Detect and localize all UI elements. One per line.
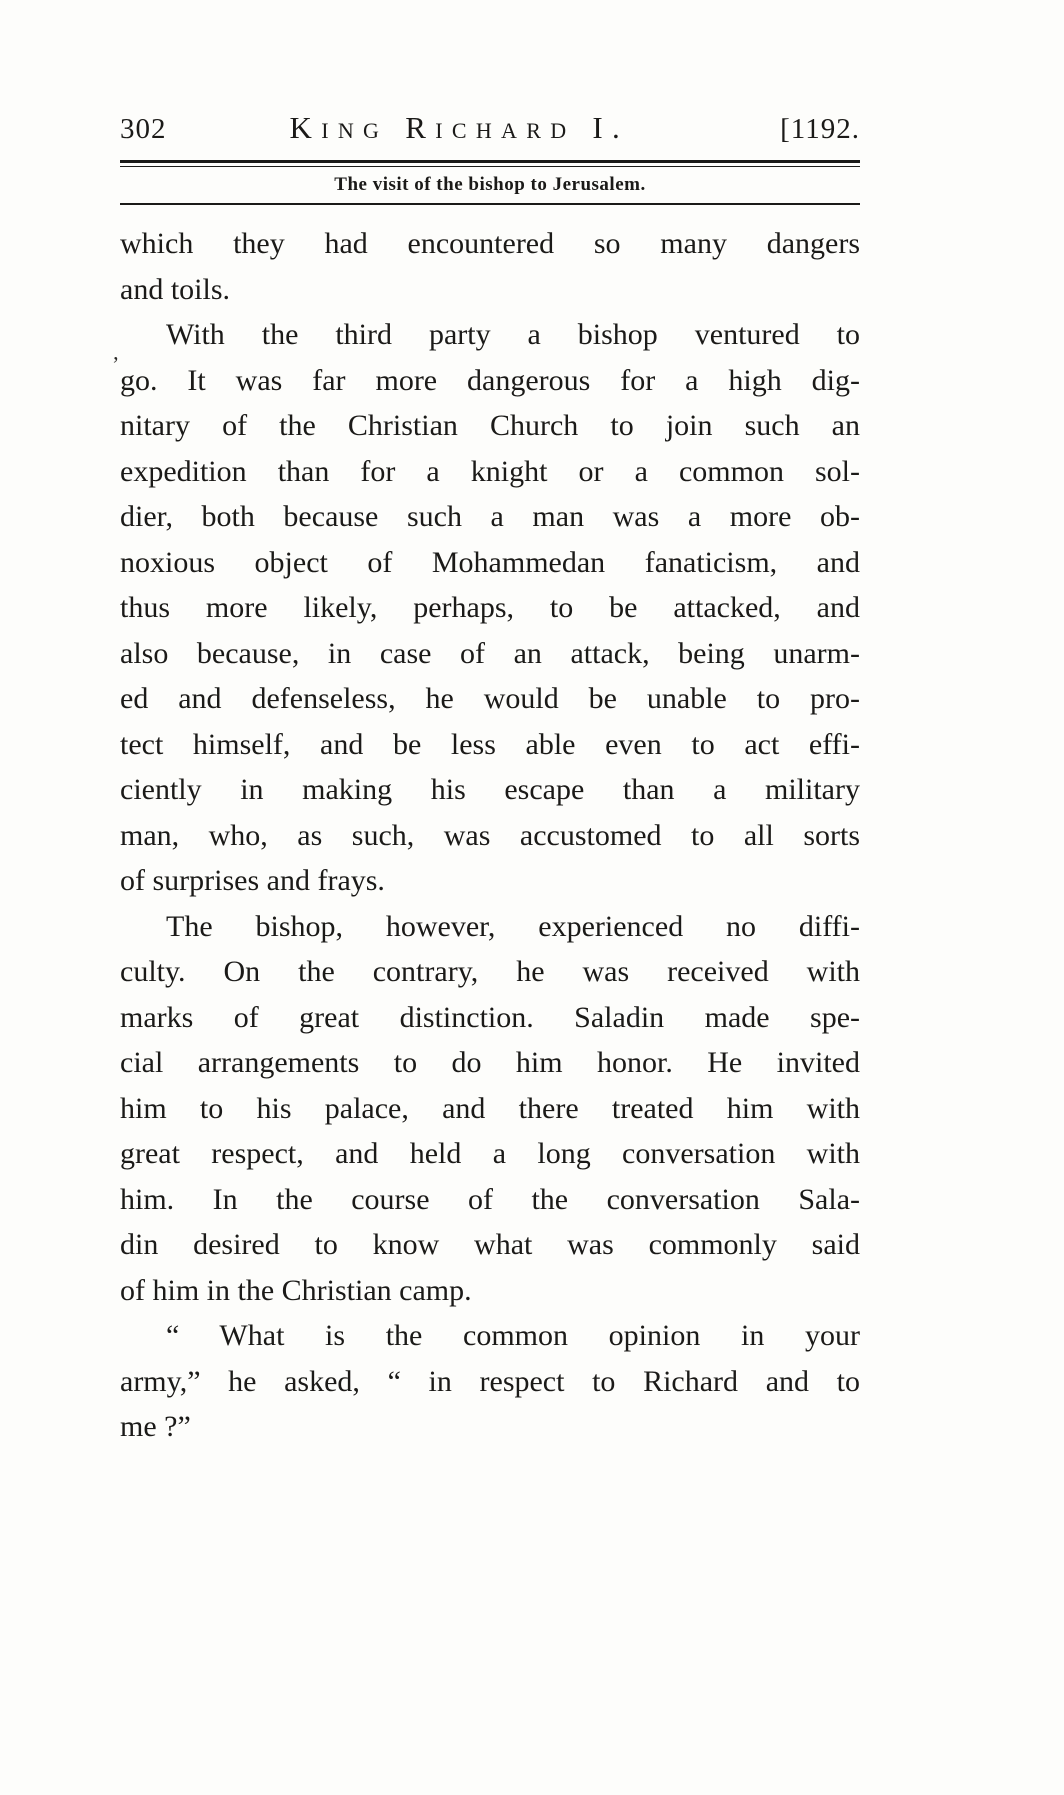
text-line: army,” he asked, “ in respect to Richard and to (120, 1364, 860, 1398)
text-line: man, who, as such, was accustomed to all sorts (120, 818, 860, 852)
text-line: dier, both because such a man was a more ob- (120, 500, 860, 533)
text-line: also because, in case of an attack, being unarm- (120, 636, 860, 670)
body-text (120, 221, 860, 1450)
text-line: thus more likely, perhaps, to be attacked, and (120, 591, 860, 624)
text-line: With the third party a bishop ventured to (166, 318, 860, 351)
text-line: tect himself, and be less able even to act effi- (120, 727, 860, 761)
running-head-rule (120, 203, 860, 205)
text-line: noxious object of Mohammedan fanaticism, and (120, 545, 860, 579)
running-head: The visit of the bishop to Jerusalem. (334, 174, 646, 195)
text-line: din desired to know what was commonly said (120, 1228, 860, 1261)
text-line: cial arrangements to do him honor. He invited (120, 1046, 860, 1079)
text-line: him to his palace, and there treated him with (120, 1091, 860, 1125)
text-line: expedition than for a knight or a common sol- (120, 454, 860, 488)
print-artifact: ʼ (112, 352, 120, 377)
text-line: ed and defenseless, he would be unable to pro- (120, 682, 860, 715)
page-header (120, 110, 860, 146)
text-line: and toils. (120, 272, 230, 306)
year-marker: [1192. (780, 113, 860, 145)
text-line: him. In the course of the conversation Sala- (120, 1182, 860, 1216)
text-line: of surprises and frays. (120, 864, 385, 897)
text-line: which they had encountered so many dangers (120, 227, 860, 260)
text-line: great respect, and held a long conversation with (120, 1137, 860, 1170)
text-line: of him in the Christian camp. (120, 1273, 472, 1307)
page-number: 302 (120, 113, 167, 145)
page-content (120, 110, 860, 1450)
text-line: me ?” (120, 1410, 191, 1443)
text-line: The bishop, however, experienced no diffi- (166, 909, 860, 943)
text-line: culty. On the contrary, he was received with (120, 955, 860, 988)
text-line: “ What is the common opinion in your (166, 1319, 860, 1352)
text-line: marks of great distinction. Saladin made spe- (120, 1000, 860, 1034)
text-line: ciently in making his escape than a military (120, 773, 860, 806)
chapter-title: King Richard I. (289, 110, 630, 145)
header-rule (120, 160, 860, 167)
text-line: nitary of the Christian Church to join such an (120, 409, 860, 442)
text-line: go. It was far more dangerous for a high dig- (120, 363, 860, 397)
